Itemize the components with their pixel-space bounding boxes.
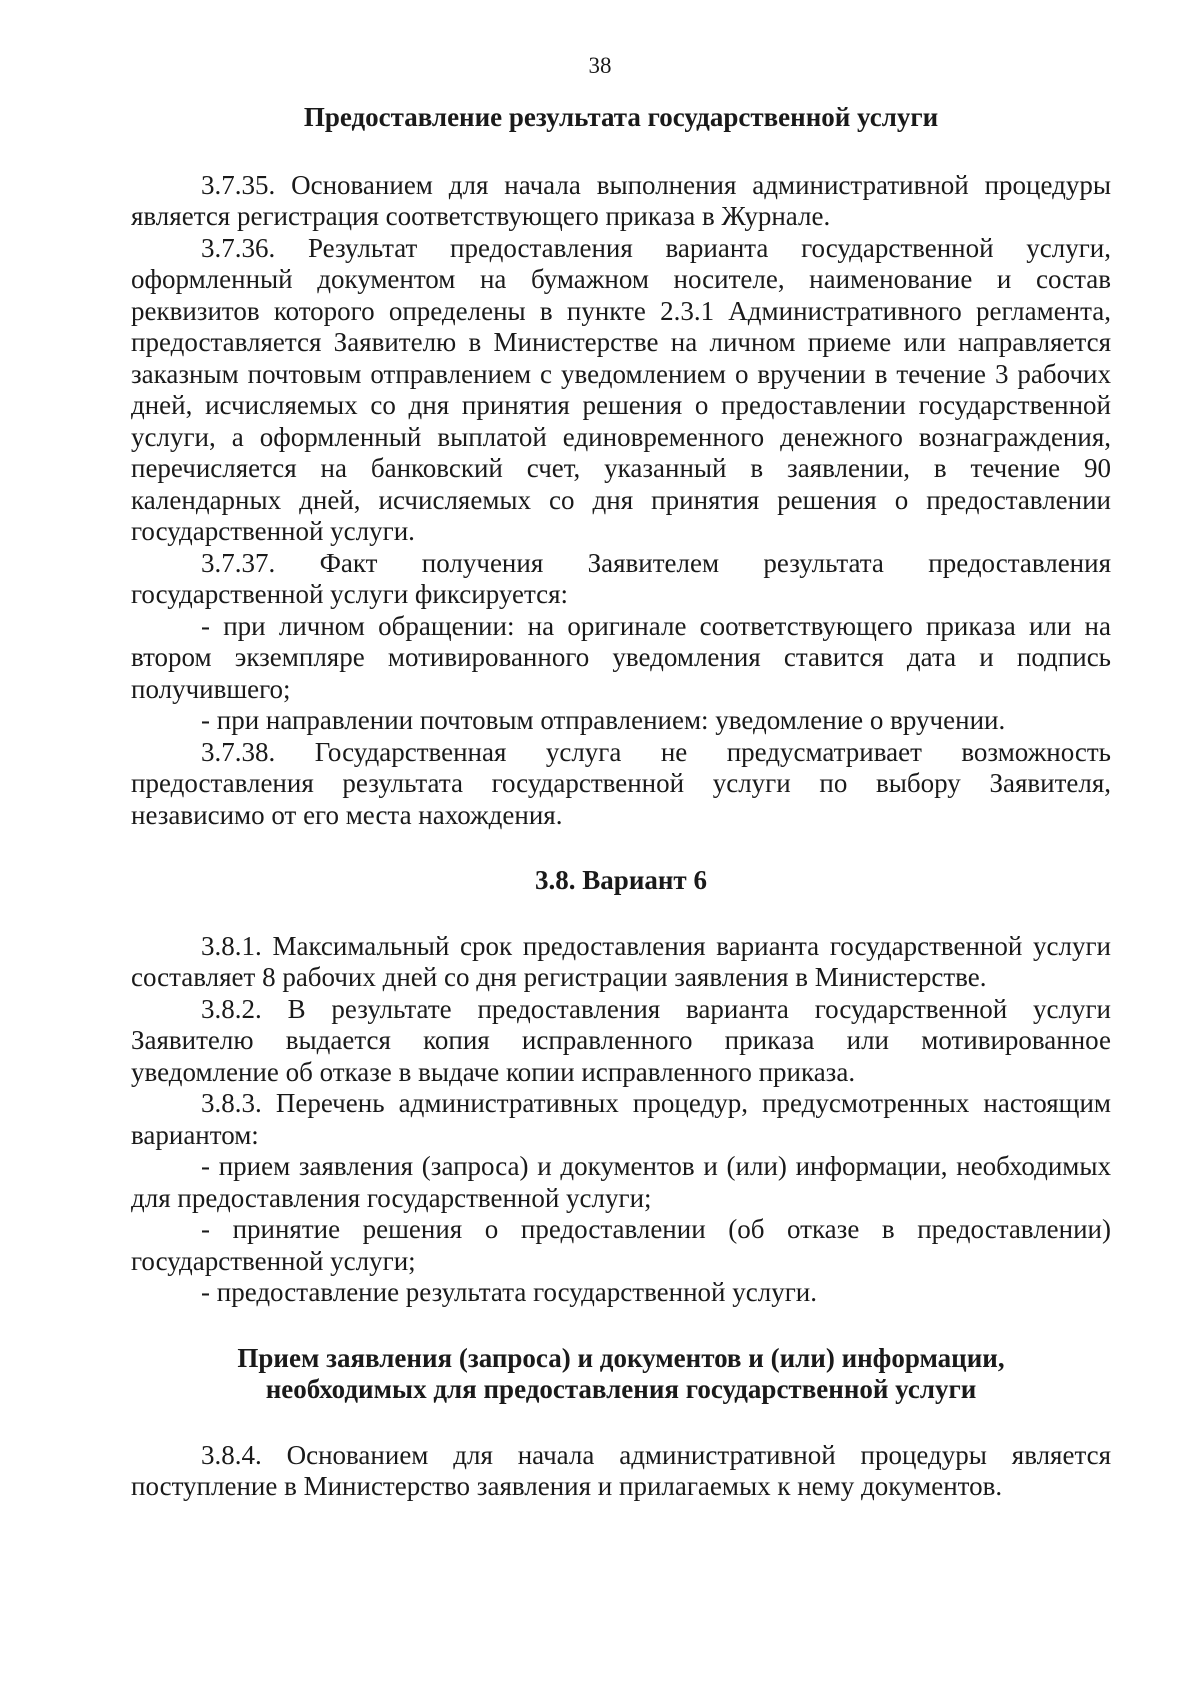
page-number: 38 [588,53,612,78]
list-item-decision: - принятие решения о предоставлении (об отказе в предоставлении) государственной услуги; [131,1214,1111,1276]
paragraph-3-8-3: 3.8.3. Перечень административных процедур, предусмотренных настоящим вариантом: [131,1088,1111,1150]
paragraph-3-8-1: 3.8.1. Максимальный срок предоставления варианта государственной услуги составляет 8 рабочих дней со дня регистрации заявления в Министерстве. [131,930,1111,992]
paragraph-3-7-35: 3.7.35. Основанием для начала выполнения административной процедуры является регистрация соответствующего приказа в Журнале. [131,169,1111,231]
paragraph-3-7-38: 3.7.38. Государственная услуга не предусматривает возможность предоставления результата государственной услуги по выбору Заявителя, независимо от его места нахождения. [131,736,1111,830]
paragraph-3-8-4: 3.8.4. Основанием для начала административной процедуры является поступление в Министерство заявления и прилагаемых к нему документов. [131,1439,1111,1501]
section-heading-line-1: Прием заявления (запроса) и документов и (или) информации, [237,1342,1005,1373]
list-item-personal-visit: - при личном обращении: на оригинале соответствующего приказа или на втором экземпляре мотивированного уведомления ставится дата и подпись получившего; [131,610,1111,704]
list-item-application-intake: - прием заявления (запроса) и документов и (или) информации, необходимых для предоставления государственной услуги; [131,1151,1111,1213]
section-heading-variant-6: 3.8. Вариант 6 [535,865,707,895]
section-heading-line-2: необходимых для предоставления государственной услуги [265,1374,977,1404]
list-item-postal-delivery: - при направлении почтовым отправлением: уведомление о вручении. [201,705,1006,735]
document-body [131,92,1111,1503]
section-heading-result: Предоставление результата государственной услуги [303,102,939,132]
paragraph-3-7-36: 3.7.36. Результат предоставления варианта государственной услуги, оформленный документом на бумажном носителе, наименование и состав реквизитов которого определены в пункте 2.3.1 Административного регламента, предоставляется Заявителю в Министерстве на личном приеме или направляется заказным почтовым отправлением с уведомлением о вручении в течение 3 рабочих дней, исчисляемых со дня принятия решения о предоставлении государственной услуги, а оформленный выплатой единовременного денежного вознаграждения, перечисляется на банковский счет, указанный в заявлении, в течение 90 календарных дней, исчисляемых со дня принятия решения о предоставлении государственной услуги. [131,232,1111,546]
paragraph-3-7-37: 3.7.37. Факт получения Заявителем результата предоставления государственной услуги фиксируется: [131,547,1111,609]
paragraph-3-8-2: 3.8.2. В результате предоставления варианта государственной услуги Заявителю выдается копия исправленного приказа или мотивированное уведомление об отказе в выдаче копии исправленного приказа. [131,993,1111,1087]
list-item-result-provision: - предоставление результата государственной услуги. [201,1277,817,1307]
section-heading-application-intake [131,1343,1111,1406]
